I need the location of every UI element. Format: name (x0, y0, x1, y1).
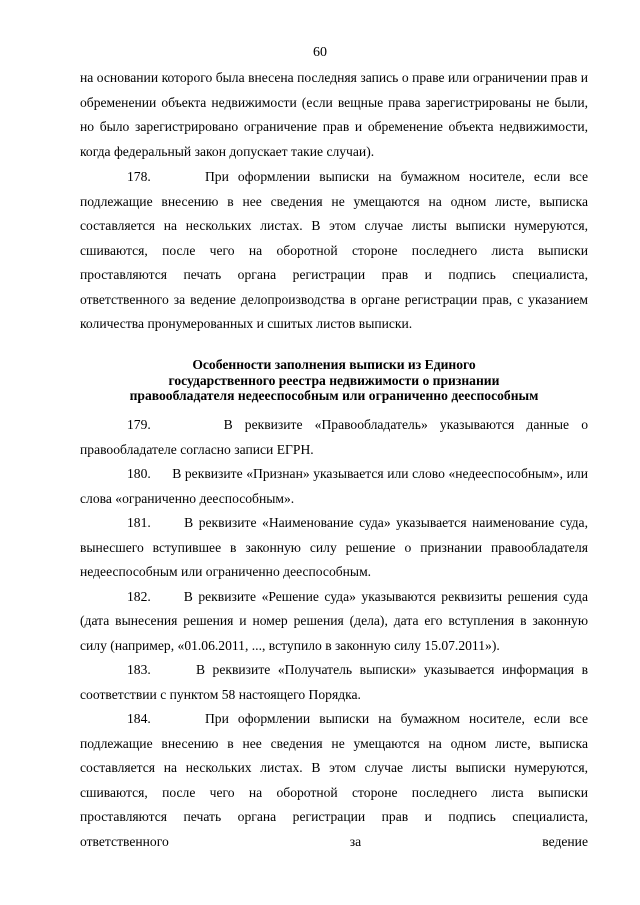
heading-line-1: Особенности заполнения выписки из Единого (192, 357, 476, 372)
section-heading (80, 357, 588, 404)
paragraph-181: 181. В реквизите «Наименование суда» указывается наименование суда, вынесшего вступившее в законную силу решение о признании правообладателя недееспособным или ограниченно дееспособным. (80, 515, 588, 579)
paragraph-182: 182. В реквизите «Решение суда» указываются реквизиты решения суда (дата вынесения решения и номер решения (дела), дата его вступления в законную силу (например, «01.06.2011, ..., вступило в законную силу 15.07.2011»). (80, 588, 588, 653)
paragraph-178: 178. При оформлении выписки на бумажном носителе, если все подлежащие внесению в нее сведения не умещаются на одном листе, выписка составляется на нескольких листах. В этом случае листы выписки нумеруются, сшиваются, после чего на оборотной стороне последнего листа выписки проставляются печать органа регистрации прав и подпись специалиста, ответственного за ведение делопроизводства в органе регистрации прав, с указанием количества пронумерованных и сшитых листов выписки. (80, 169, 588, 331)
paragraph-179: 179. В реквизите «Правообладатель» указываются данные о правообладателе согласно записи ЕГРН. (80, 417, 588, 457)
paragraph-180: 180. В реквизите «Признан» указывается или слово «недееспособным», или слова «ограниченно дееспособным». (80, 466, 588, 506)
paragraph-184: 184. При оформлении выписки на бумажном носителе, если все подлежащие внесению в нее сведения не умещаются на одном листе, выписка составляется на нескольких листах. В этом случае листы выписки нумеруются, сшиваются, после чего на оборотной стороне последнего листа выписки проставляются печать органа регистрации прав и подпись специалиста, ответственного за ведение (80, 711, 588, 849)
page-number: 60 (313, 45, 327, 60)
paragraph-list (80, 413, 588, 854)
heading-line-2: государственного реестра недвижимости о признании (168, 372, 500, 388)
paragraph-183: 183. В реквизите «Получатель выписки» указывается информация в соответствии с пунктом 58 настоящего Порядка. (80, 662, 588, 702)
intro-paragraph: на основании которого была внесена последняя запись о праве или ограничении прав и обременении объекта недвижимости (если вещные права зарегистрированы не были, но было зарегистрировано ограничение прав и обременение объекта недвижимости, когда федеральный закон допускает такие случаи). (80, 70, 588, 159)
heading-line-3: правообладателя недееспособным или ограниченно дееспособным (129, 388, 539, 403)
